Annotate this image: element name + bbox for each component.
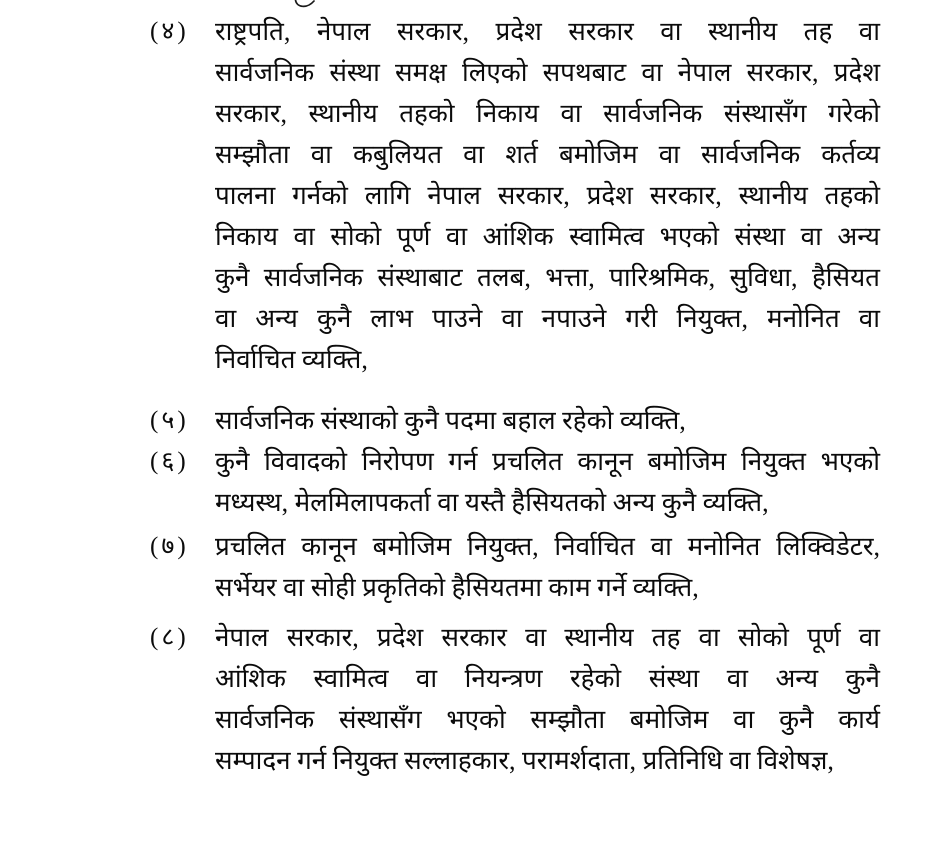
text-line: सरकार, स्थानीय तहको निकाय वा सार्वजनिक संस्थासँग गरेको — [215, 99, 880, 128]
clause-text — [215, 526, 880, 608]
clause-number: (७) — [150, 533, 189, 560]
clause-text — [215, 11, 880, 380]
text-line: सार्वजनिक संस्था समक्ष लिएको सपथबाट वा नेपाल सरकार, प्रदेश — [215, 58, 880, 87]
clause-text — [215, 400, 880, 441]
text-line: कुनै विवादको निरोपण गर्न प्रचलित कानून बमोजिम नियुक्त भएको — [215, 447, 880, 476]
clause-item — [150, 11, 880, 380]
text-line: प्रचलित कानून बमोजिम नियुक्त, निर्वाचित वा मनोनित लिक्विडेटर, — [215, 532, 880, 561]
text-line: निर्वाचित व्यक्ति, — [215, 345, 368, 374]
clause-text — [215, 617, 880, 781]
clause-number: (४) — [150, 18, 189, 45]
clause-item — [150, 617, 880, 781]
text-line: मध्यस्थ, मेलमिलापकर्ता वा यस्तै हैसियतको अन्य कुनै व्यक्ति, — [215, 488, 769, 517]
text-line: वा अन्य कुनै लाभ पाउने वा नपाउने गरी नियुक्त, मनोनित वा — [215, 304, 880, 333]
clause-item — [150, 526, 880, 608]
clause-item — [150, 441, 880, 523]
text-line: सम्पादन गर्न नियुक्त सल्लाहकार, परामर्शदाता, प्रतिनिधि वा विशेषज्ञ, — [215, 746, 834, 775]
text-line: सार्वजनिक संस्थासँग भएको सम्झौता बमोजिम वा कुनै कार्य — [215, 705, 880, 734]
text-line: राष्ट्रपति, नेपाल सरकार, प्रदेश सरकार वा स्थानीय तह वा — [215, 17, 880, 46]
clause-text — [215, 441, 880, 523]
clause-number: (६) — [150, 448, 189, 475]
text-line: आंशिक स्वामित्व वा नियन्त्रण रहेको संस्था वा अन्य कुनै — [215, 664, 880, 693]
text-line: नेपाल सरकार, प्रदेश सरकार वा स्थानीय तह वा सोको पूर्ण वा — [215, 623, 880, 652]
clause-item — [150, 400, 880, 441]
text-line: कुनै सार्वजनिक संस्थाबाट तलब, भत्ता, पारिश्रमिक, सुविधा, हैसियत — [215, 263, 880, 292]
clause-number: (८) — [150, 624, 189, 651]
text-line: पालना गर्नको लागि नेपाल सरकार, प्रदेश सरकार, स्थानीय तहको — [215, 181, 880, 210]
clause-number: (५) — [150, 407, 189, 434]
text-line: सम्झौता वा कबुलियत वा शर्त बमोजिम वा सार्वजनिक कर्तव्य — [215, 140, 880, 169]
cut-off-text-fragment — [294, 0, 316, 9]
clause-list — [150, 11, 880, 781]
text-line: सार्वजनिक संस्थाको कुनै पदमा बहाल रहेको व्यक्ति, — [215, 406, 686, 435]
text-line: सर्भेयर वा सोही प्रकृतिको हैसियतमा काम गर्ने व्यक्ति, — [215, 573, 699, 602]
text-line: निकाय वा सोको पूर्ण वा आंशिक स्वामित्व भएको संस्था वा अन्य — [215, 222, 880, 251]
